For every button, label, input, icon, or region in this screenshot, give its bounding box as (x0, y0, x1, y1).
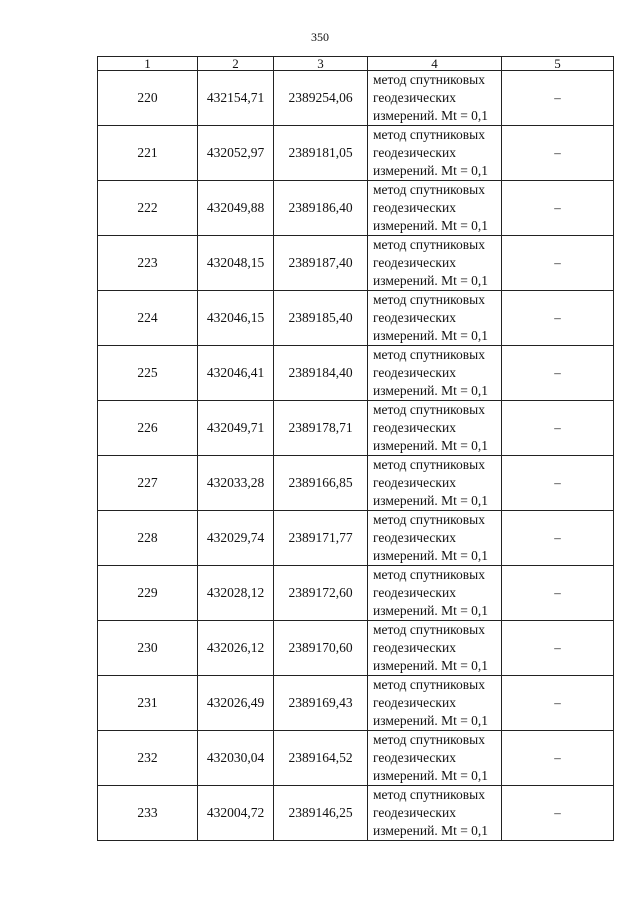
method-line: измерений. Mt = 0,1 (373, 548, 489, 563)
x-coordinate-cell: 432033,28 (198, 456, 274, 511)
x-coordinate-cell: 432052,97 (198, 126, 274, 181)
point-number-cell: 225 (98, 346, 198, 401)
method-line: метод спутниковых (373, 732, 485, 747)
x-coordinate-cell: 432046,41 (198, 346, 274, 401)
x-coordinate-cell: 432030,04 (198, 731, 274, 786)
y-coordinate-cell: 2389187,40 (274, 236, 368, 291)
method-line: метод спутниковых (373, 787, 485, 802)
method-line: измерений. Mt = 0,1 (373, 383, 489, 398)
method-line: измерений. Mt = 0,1 (373, 218, 489, 233)
method-line: измерений. Mt = 0,1 (373, 768, 489, 783)
table-row (98, 126, 614, 181)
method-line: геодезических (373, 695, 456, 710)
method-description-cell (368, 236, 502, 291)
dash-cell: – (502, 236, 614, 291)
method-line: измерений. Mt = 0,1 (373, 108, 489, 123)
dash-cell: – (502, 126, 614, 181)
method-line: метод спутниковых (373, 567, 485, 582)
y-coordinate-cell: 2389166,85 (274, 456, 368, 511)
point-number-cell: 228 (98, 511, 198, 566)
method-line: измерений. Mt = 0,1 (373, 658, 489, 673)
method-description-cell (368, 126, 502, 181)
table-row (98, 401, 614, 456)
method-line: измерений. Mt = 0,1 (373, 163, 489, 178)
header-col-5: 5 (502, 57, 614, 71)
method-line: измерений. Mt = 0,1 (373, 438, 489, 453)
y-coordinate-cell: 2389181,05 (274, 126, 368, 181)
point-number-cell: 227 (98, 456, 198, 511)
x-coordinate-cell: 432026,49 (198, 676, 274, 731)
table-row (98, 676, 614, 731)
dash-cell: – (502, 401, 614, 456)
method-line: метод спутниковых (373, 292, 485, 307)
method-description-cell (368, 731, 502, 786)
method-description-cell (368, 346, 502, 401)
method-line: метод спутниковых (373, 457, 485, 472)
header-col-3: 3 (274, 57, 368, 71)
table-row (98, 456, 614, 511)
y-coordinate-cell: 2389169,43 (274, 676, 368, 731)
point-number-cell: 230 (98, 621, 198, 676)
method-line: измерений. Mt = 0,1 (373, 493, 489, 508)
method-line: метод спутниковых (373, 512, 485, 527)
method-description-cell (368, 621, 502, 676)
y-coordinate-cell: 2389172,60 (274, 566, 368, 621)
dash-cell: – (502, 291, 614, 346)
dash-cell: – (502, 676, 614, 731)
x-coordinate-cell: 432046,15 (198, 291, 274, 346)
method-line: метод спутниковых (373, 127, 485, 142)
y-coordinate-cell: 2389186,40 (274, 181, 368, 236)
table-row (98, 346, 614, 401)
method-description-cell (368, 676, 502, 731)
dash-cell: – (502, 71, 614, 126)
method-description-cell (368, 291, 502, 346)
table-row (98, 731, 614, 786)
method-line: геодезических (373, 750, 456, 765)
method-line: геодезических (373, 145, 456, 160)
y-coordinate-cell: 2389146,25 (274, 786, 368, 841)
point-number-cell: 221 (98, 126, 198, 181)
dash-cell: – (502, 621, 614, 676)
method-line: геодезических (373, 420, 456, 435)
coordinates-table (97, 56, 614, 841)
y-coordinate-cell: 2389254,06 (274, 71, 368, 126)
point-number-cell: 233 (98, 786, 198, 841)
point-number-cell: 223 (98, 236, 198, 291)
point-number-cell: 232 (98, 731, 198, 786)
method-line: геодезических (373, 585, 456, 600)
method-description-cell (368, 566, 502, 621)
method-line: метод спутниковых (373, 622, 485, 637)
method-description-cell (368, 71, 502, 126)
method-description-cell (368, 456, 502, 511)
method-line: геодезических (373, 200, 456, 215)
method-line: метод спутниковых (373, 347, 485, 362)
method-line: геодезических (373, 310, 456, 325)
x-coordinate-cell: 432004,72 (198, 786, 274, 841)
dash-cell: – (502, 346, 614, 401)
header-col-1: 1 (98, 57, 198, 71)
y-coordinate-cell: 2389184,40 (274, 346, 368, 401)
method-description-cell (368, 401, 502, 456)
x-coordinate-cell: 432029,74 (198, 511, 274, 566)
method-line: геодезических (373, 255, 456, 270)
page-number: 350 (311, 30, 329, 44)
method-description-cell (368, 181, 502, 236)
table-row (98, 291, 614, 346)
method-line: метод спутниковых (373, 677, 485, 692)
header-col-2: 2 (198, 57, 274, 71)
point-number-cell: 220 (98, 71, 198, 126)
table-row (98, 786, 614, 841)
x-coordinate-cell: 432028,12 (198, 566, 274, 621)
method-line: геодезических (373, 90, 456, 105)
x-coordinate-cell: 432048,15 (198, 236, 274, 291)
table-row (98, 181, 614, 236)
y-coordinate-cell: 2389185,40 (274, 291, 368, 346)
method-line: геодезических (373, 475, 456, 490)
point-number-cell: 226 (98, 401, 198, 456)
method-line: измерений. Mt = 0,1 (373, 273, 489, 288)
method-line: метод спутниковых (373, 72, 485, 87)
method-description-cell (368, 511, 502, 566)
x-coordinate-cell: 432154,71 (198, 71, 274, 126)
method-line: метод спутниковых (373, 182, 485, 197)
dash-cell: – (502, 566, 614, 621)
y-coordinate-cell: 2389164,52 (274, 731, 368, 786)
method-line: геодезических (373, 365, 456, 380)
table-row (98, 236, 614, 291)
method-line: геодезических (373, 805, 456, 820)
y-coordinate-cell: 2389178,71 (274, 401, 368, 456)
point-number-cell: 229 (98, 566, 198, 621)
point-number-cell: 222 (98, 181, 198, 236)
x-coordinate-cell: 432049,88 (198, 181, 274, 236)
dash-cell: – (502, 456, 614, 511)
table-row (98, 566, 614, 621)
table-header-row (98, 57, 614, 71)
method-line: метод спутниковых (373, 402, 485, 417)
method-line: измерений. Mt = 0,1 (373, 603, 489, 618)
header-col-4: 4 (368, 57, 502, 71)
method-line: измерений. Mt = 0,1 (373, 713, 489, 728)
dash-cell: – (502, 786, 614, 841)
table-row (98, 511, 614, 566)
table-row (98, 621, 614, 676)
x-coordinate-cell: 432049,71 (198, 401, 274, 456)
method-line: метод спутниковых (373, 237, 485, 252)
method-description-cell (368, 786, 502, 841)
method-line: измерений. Mt = 0,1 (373, 328, 489, 343)
table-row (98, 71, 614, 126)
y-coordinate-cell: 2389170,60 (274, 621, 368, 676)
dash-cell: – (502, 181, 614, 236)
method-line: геодезических (373, 530, 456, 545)
point-number-cell: 224 (98, 291, 198, 346)
dash-cell: – (502, 731, 614, 786)
x-coordinate-cell: 432026,12 (198, 621, 274, 676)
y-coordinate-cell: 2389171,77 (274, 511, 368, 566)
method-line: геодезических (373, 640, 456, 655)
point-number-cell: 231 (98, 676, 198, 731)
dash-cell: – (502, 511, 614, 566)
method-line: измерений. Mt = 0,1 (373, 823, 489, 838)
